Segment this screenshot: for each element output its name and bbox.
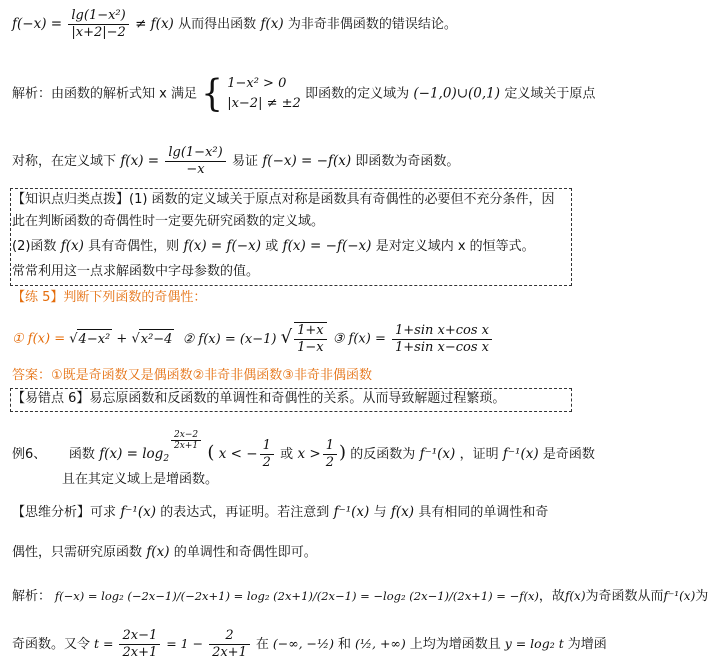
fraction-denominator: 2x+1 (174, 441, 199, 451)
formula: f(−x) = −f(x) (262, 153, 352, 169)
fraction-numerator: 2 (209, 628, 250, 645)
fraction (209, 628, 250, 661)
formula: f(x) = log (99, 446, 164, 462)
fraction-numerator: 1+x (294, 323, 327, 340)
text: 是对定义域内 x 的恒等式。 (375, 239, 535, 254)
fraction-denominator: 2 (325, 455, 334, 470)
formula: = 1 − (166, 636, 204, 651)
formula-lhs: f(−x) = (12, 16, 63, 32)
line-wrong-conclusion (12, 8, 572, 41)
fraction-numerator: 2x−1 (119, 628, 160, 645)
text: 和 (338, 637, 352, 652)
box-line-4: 常常利用这一点求解函数中字母参数的值。 (12, 264, 260, 279)
fraction-denominator: 1−x (297, 340, 324, 355)
text: 从而得出函数 (178, 17, 257, 32)
text: 易证 (232, 154, 259, 169)
fraction (323, 438, 337, 471)
example-6-line-1: 例6、 函数 $f(x) = \log_2$ $\frac{2x-2}{2x+1}$ ( x < − $\frac{1}{2}$ 或 x > $\frac{1}{2}$ ) 的反函数为 f⁻¹(x) ，证明 f⁻¹(x) 是奇函数 (12, 430, 595, 470)
example-label: 例6、 (12, 447, 47, 462)
box-line-3 (12, 236, 572, 257)
line-odd-function (12, 145, 572, 178)
formula: t = (94, 636, 114, 651)
text: 在 (255, 637, 269, 652)
text: 对称，在定义域下 (12, 154, 117, 169)
fraction (392, 323, 492, 356)
analysis-line-2 (12, 542, 572, 563)
formula: f(x) (564, 589, 586, 603)
box-line-1: 【知识点归类点拨】(1) 函数的定义域关于原点对称是函数具有奇偶性的必要但不充分条件，因 (12, 192, 555, 207)
fraction-numerator: 1 (323, 438, 337, 455)
sqrt-symbol: √ (69, 331, 78, 347)
formula-domain: (−1,0)∪(0,1) (413, 85, 501, 102)
text: 或 (265, 239, 279, 254)
formula: f⁻¹(x) (120, 504, 156, 520)
condition-cases (227, 74, 301, 114)
fraction-denominator: −x (186, 162, 205, 177)
fraction-numerator: 1+sin x+cos x (392, 323, 492, 340)
formula-2: ② f(x) = (x−1) (182, 331, 277, 347)
exercise-5-title: 【练 5】判断下列函数的奇偶性： (12, 290, 207, 305)
text: 具有相同的单调性和奇 (418, 505, 549, 520)
fraction-denominator: 1+sin x−cos x (395, 339, 489, 355)
fraction-denominator: 2x+1 (122, 645, 158, 660)
formula: f(x) (260, 16, 284, 32)
formula: f⁻¹(x) (663, 589, 696, 603)
radicand: 4−x² (77, 329, 113, 350)
text: 解析： (12, 589, 52, 604)
formula: f(x) (60, 238, 84, 254)
left-brace: { (201, 72, 223, 116)
log-base: 2 (163, 454, 170, 464)
formula-3: ③ f(x) = (332, 331, 386, 347)
solution-line-2 (12, 628, 607, 661)
line-analysis-domain (12, 72, 596, 116)
fraction (260, 438, 274, 471)
formula-chain: f(−x) = log₂ (−2x−1)/(−2x+1) = log₂ (2x+1)/(2x−1) = −log₂ (2x−1)/(2x+1) = −f(x) (54, 589, 539, 603)
box-line-2: 此在判断函数的奇偶性时一定要先研究函数的定义域。 (12, 214, 325, 229)
text: 是奇函数 (542, 447, 595, 462)
formula: f⁻¹(x) (502, 446, 539, 462)
text: (2)函数 (12, 239, 57, 254)
sqrt-symbol: √ (131, 331, 140, 347)
text: 或 (280, 447, 294, 462)
fraction-numerator: lg(1−x²) (165, 145, 225, 162)
formula: x > (297, 446, 321, 462)
exercise-5-answer: 答案：①既是奇函数又是偶函数②非奇非偶函数③非奇非偶函数 (12, 368, 372, 383)
formula: f⁻¹(x) (419, 446, 456, 462)
solution-line-1 (12, 586, 708, 607)
formula-interval: (−∞, −½) (272, 636, 335, 651)
condition-2: |x−2| ≠ ±2 (227, 96, 301, 111)
text: ，证明 (459, 447, 499, 462)
text: 【思维分析】可求 (12, 505, 117, 520)
fraction (294, 322, 327, 356)
fraction-numerator: 1 (260, 438, 274, 455)
text: 上均为增函数且 (409, 637, 501, 652)
text: 为奇函数从而 (585, 589, 664, 604)
text: 的单调性和奇偶性即可。 (173, 545, 317, 560)
analysis-line-1 (12, 502, 572, 523)
formula: f(x) = (120, 153, 160, 169)
text: 解析：由函数的解析式知 x 满足 (12, 86, 197, 102)
fraction (68, 8, 128, 41)
fraction (119, 628, 160, 661)
formula-1: ① f(x) = (12, 331, 66, 347)
sqrt-symbol: √ (280, 326, 293, 348)
text: 为增函 (567, 637, 607, 652)
text: 为非奇非偶函数的错误结论。 (287, 17, 457, 32)
text: 奇函数。又令 (12, 637, 91, 652)
text: 的反函数为 (350, 447, 416, 462)
fraction-denominator: 2 (262, 455, 271, 470)
radicand: x²−4 (139, 329, 175, 350)
text: 偶性，只需研究原函数 (12, 545, 143, 560)
formula-rhs: ≠ f(x) (135, 16, 174, 32)
exponent-fraction (171, 430, 201, 451)
fraction-denominator: |x+2|−2 (71, 25, 126, 40)
condition-1: 1−x² > 0 (227, 76, 287, 91)
text: 定义域关于原点 (504, 86, 596, 102)
formula: f(x) (390, 504, 415, 520)
formula: f(x) = −f(−x) (282, 238, 372, 254)
formula: f(x) (146, 544, 170, 560)
fraction-denominator: 2x+1 (212, 645, 247, 660)
text: 为 (695, 589, 708, 604)
text: 函数 (68, 447, 95, 462)
text: 具有奇偶性，则 (88, 239, 180, 254)
example-6-line-2: 且在其定义域上是增函数。 (62, 472, 219, 487)
error-point-text: 【易错点 6】易忘原函数和反函数的单调性和奇偶性的关系。从而导致解题过程繁琐。 (12, 391, 506, 406)
text: 的表达式，再证明。若注意到 (160, 505, 330, 520)
fraction-numerator: 2x−2 (171, 430, 201, 441)
formula: f⁻¹(x) (333, 504, 370, 520)
formula: x < − (218, 446, 258, 462)
fraction (165, 145, 225, 178)
exercise-5-formulas: ① f(x) = √4−x² + √x²−4 ② f(x) = (x−1) √ $\frac{1+x}{1-x}$ ③ f(x) = $\frac{\text{1+sin x+cos x}}{\text{1+sin x−cos x}}$ (12, 322, 572, 356)
text: 与 (373, 505, 387, 520)
fraction-numerator: lg(1−x²) (68, 8, 128, 25)
text: 即函数的定义域为 (305, 86, 410, 102)
formula-interval: (½, +∞) (355, 636, 406, 651)
text: ，故 (538, 589, 565, 604)
text: 即函数为奇函数。 (355, 154, 460, 169)
formula: y = log₂ t (504, 636, 564, 651)
formula: f(x) = f(−x) (183, 238, 261, 254)
